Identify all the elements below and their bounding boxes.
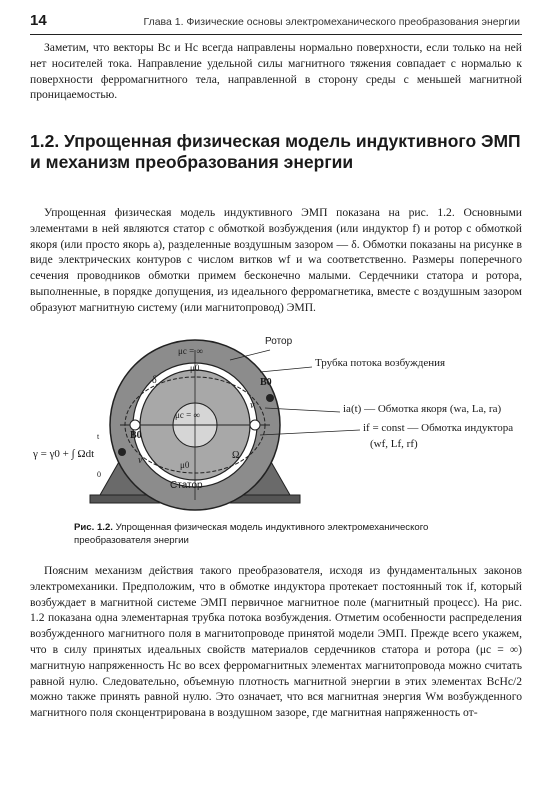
label-omega: Ω <box>232 450 240 461</box>
label-armature-winding: ia(t) — Обмотка якоря (wa, La, ra) <box>343 403 502 415</box>
label-inductor-params: (wf, Lf, rf) <box>370 438 418 450</box>
figure-caption <box>74 522 494 547</box>
label-int-lower: 0 <box>97 470 101 479</box>
label-rotor: Ротор <box>265 336 293 347</box>
figure-1-2 <box>33 330 530 520</box>
paragraph-mechanism: Поясним механизм действия такого преобразователя, исходя из фундаментальных законов электромеханики. Предположим, что в обмотке индуктора протекает постоянный ток if, который возбуждает в магнитной системе ЭМП первичное магнитное поле (магнитный процесс). На рис. 1.2 показана одна элементарная трубка потока возбуждения. Отметим особенности распределения возбужденного магнитного поля в магнитопроводе принятой модели ЭМП. Прежде всего укажем, что в силу принятых идеальных свойств материалов сердечников статора и ротора (μс = ∞) магнитную напряженность Hс во всех ферромагнитных элементах магнитопровода можно считать равной нулю. Следовательно, объемную плотность магнитной энергии в этих элементах BсHс/2 можно также принять равной нулю. Это означает, что вся магнитная энергия Wм возбужденного магнитного поля сконцентрирована в воздушном зазоре, где магнитная напряженность от- <box>30 564 522 720</box>
label-mu-inf-mid: μс = ∞ <box>175 410 200 420</box>
label-v-left: v <box>138 455 143 466</box>
paragraph-intro: Заметим, что векторы Bс и Hс всегда направлены нормально поверхности, если только на ней нет носителей тока. Направление удельной силы магнитного тяжения совпадает с нормалью к поверхности ферромагнитного тела, направленной в сторону среды с меньшей магнитной проницаемостью. <box>30 41 522 102</box>
label-inductor-winding: if = const — Обмотка индуктора <box>363 422 514 434</box>
label-b0-left: B0 <box>130 430 142 441</box>
label-delta: δ <box>152 375 157 386</box>
label-b0-right: B0 <box>260 377 272 388</box>
label-gamma-formula: γ = γ0 + ∫ Ωdt <box>33 448 95 460</box>
label-v-right: v <box>250 400 255 411</box>
page-number: 14 <box>30 12 47 29</box>
label-flux-tube: Трубка потока возбуждения <box>315 357 446 369</box>
paragraph-model: Упрощенная физическая модель индуктивного ЭМП показана на рис. 1.2. Основными элементами в ней являются статор с обмоткой возбуждения (или индуктор f) и ротор с обмоткой якоря (или просто якорь a), разделенные воздушным зазором — δ. Обмотки показаны на рисунке в виде электрических контуров с числом витков wf и wa соответственно. Размеры поперечного сечения проводников обмотки примем бесконечно малыми. Сердечники статора и ротора, выполненные, в порядке допущения, из идеального ферромагнетика, вместе с воздушным зазором образуют магнитную систему (или магнитопровод) ЭМП. <box>30 206 522 314</box>
label-stator: Статор <box>170 480 203 491</box>
figure-caption-text: Упрощенная физическая модель индуктивного электромеханического преобразователя энергии <box>74 522 429 546</box>
figure-caption-label: Рис. 1.2. <box>74 522 113 533</box>
label-mu0-mid: μ0 <box>180 460 190 470</box>
label-int-upper: t <box>97 432 100 441</box>
section-heading: 1.2. Упрощенная физическая модель индуктивного ЭМП и механизм преобразования энергии <box>30 131 521 172</box>
label-mu0-top: μ0 <box>190 363 200 373</box>
running-header <box>30 8 522 35</box>
chapter-title: Глава 1. Физические основы электромеханического преобразования энергии <box>143 16 520 28</box>
label-mu-inf-top: μс = ∞ <box>178 346 203 356</box>
